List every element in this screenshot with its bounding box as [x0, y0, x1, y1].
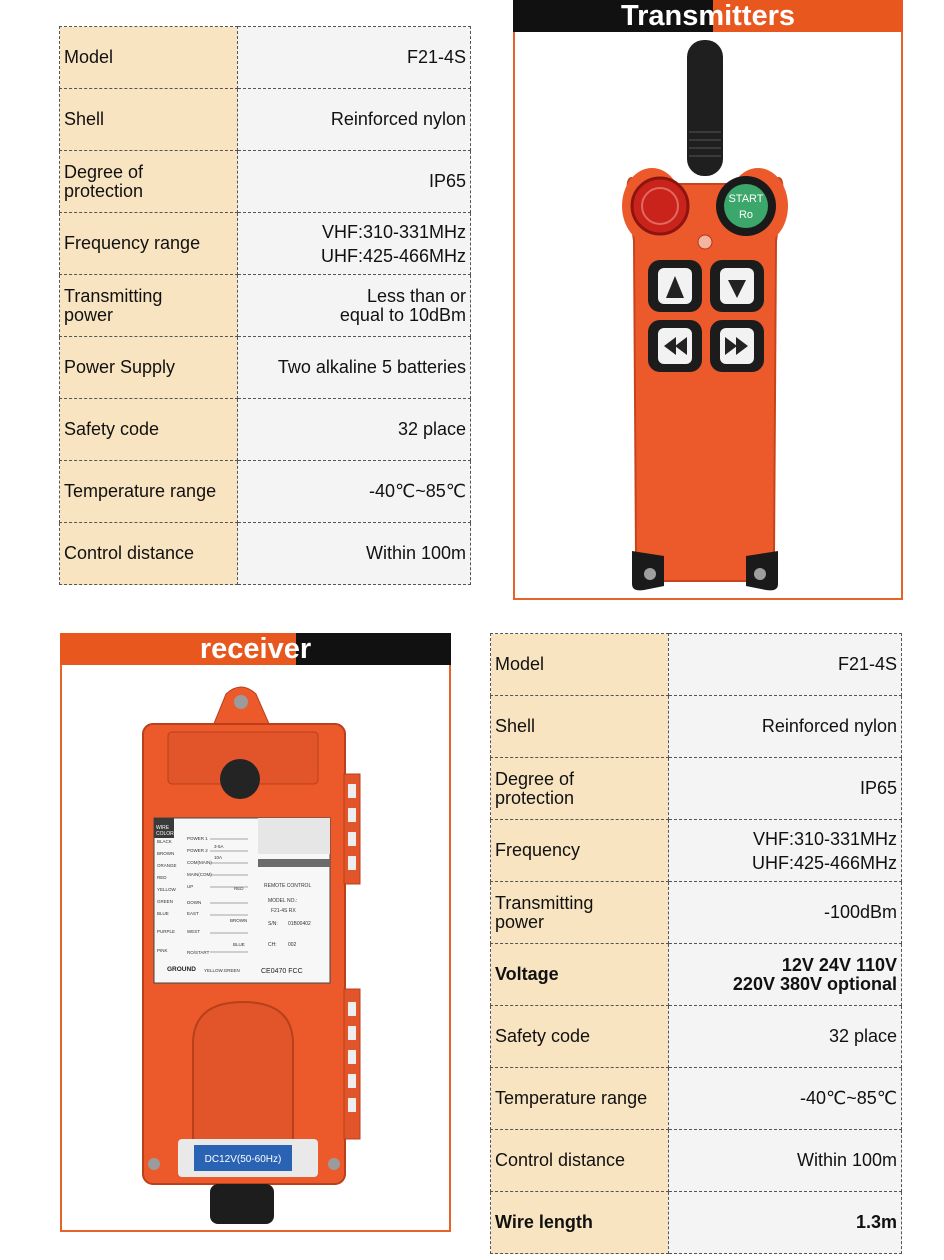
receiver-spec-table	[490, 633, 902, 1254]
spec-label-cell	[491, 696, 669, 758]
spec-label: Shell	[495, 716, 536, 736]
spec-value: 32 place	[397, 419, 466, 439]
spec-value: VHF:310-331MHz UHF:425-466MHz	[320, 221, 466, 266]
model-no-value: F21-4S RX	[271, 908, 296, 914]
spec-value: IP65	[859, 778, 897, 798]
spec-value: 12V 24V 110V 220V 380V optional	[732, 954, 897, 994]
spec-value-cell	[668, 1006, 901, 1068]
spec-label-cell	[491, 882, 669, 944]
spec-value-cell	[237, 89, 470, 151]
spec-row	[491, 1068, 902, 1130]
transmitter-banner	[513, 0, 903, 32]
spec-value-cell	[237, 523, 470, 585]
spec-label: Temperature range	[495, 1088, 648, 1108]
receiver-cover	[193, 1002, 293, 1144]
spec-label-cell	[60, 27, 238, 89]
spec-label: Model	[495, 654, 545, 674]
spec-row	[60, 275, 471, 337]
spec-value-cell	[668, 758, 901, 820]
ground-label: GROUND	[167, 966, 196, 973]
spec-label-cell	[491, 944, 669, 1006]
transmitter-spec-table	[59, 26, 471, 585]
spec-label: Power Supply	[64, 357, 176, 377]
spec-label-cell	[491, 820, 669, 882]
spec-label: Model	[64, 47, 114, 67]
spec-label-cell	[60, 275, 238, 337]
wire-color-label: PURPLE	[157, 929, 176, 934]
spec-row	[60, 461, 471, 523]
spec-label-cell	[60, 399, 238, 461]
spec-value-cell	[668, 1130, 901, 1192]
ch-value: 002	[288, 942, 297, 948]
spec-row	[491, 882, 902, 944]
transmitter-device-image	[600, 36, 810, 596]
spec-label: Safety code	[64, 419, 160, 439]
spec-value-cell	[237, 275, 470, 337]
cable-gland	[210, 1184, 274, 1224]
spec-row	[60, 151, 471, 213]
spec-value: 32 place	[828, 1026, 897, 1046]
spec-row	[60, 399, 471, 461]
spec-label: Degree of protection	[64, 161, 144, 201]
spec-value: 1.3m	[855, 1212, 897, 1232]
spec-value-cell	[237, 337, 470, 399]
receiver-device-image	[138, 684, 378, 1229]
spec-value: Two alkaline 5 batteries	[277, 357, 466, 377]
spec-value: -40℃~85℃	[800, 1088, 897, 1108]
spec-value: Within 100m	[796, 1150, 897, 1170]
emergency-stop-button[interactable]	[632, 178, 688, 234]
spec-label: Wire length	[495, 1212, 593, 1232]
receiver-antenna-cap	[220, 759, 260, 799]
wire-color-label: GREEN	[157, 899, 174, 904]
spec-label-cell	[60, 461, 238, 523]
remote-control-label: REMOTE CONTROL	[264, 883, 312, 889]
spec-row	[491, 758, 902, 820]
blue-wire-label: BLUE	[233, 942, 245, 947]
spec-row	[491, 820, 902, 882]
spec-label: Voltage	[495, 964, 559, 984]
spec-label-cell	[60, 89, 238, 151]
model-no-label: MODEL NO.:	[268, 898, 298, 904]
spec-label-cell	[491, 758, 669, 820]
spec-value-cell	[237, 213, 470, 275]
spec-value-cell	[668, 634, 901, 696]
receiver-banner-title: receiver	[199, 632, 312, 665]
wire-function-label: EAST	[187, 911, 199, 916]
spec-row	[60, 523, 471, 585]
wire-function-label: RO/START	[187, 950, 210, 955]
spec-value-cell	[668, 1068, 901, 1130]
spec-label-cell	[60, 151, 238, 213]
spec-value-cell	[668, 1192, 901, 1254]
spec-value: Within 100m	[365, 543, 466, 563]
wire-color-label: BLUE	[157, 911, 169, 916]
spec-label-cell	[60, 337, 238, 399]
spec-label: Degree of protection	[495, 768, 575, 808]
sn-value: 01B00402	[288, 921, 311, 927]
spec-value: F21-4S	[837, 654, 897, 674]
spec-label: Control distance	[64, 543, 195, 563]
indicator-light	[698, 235, 712, 249]
spec-label: Control distance	[495, 1150, 626, 1170]
screw-icon	[234, 695, 248, 709]
spec-row	[60, 89, 471, 151]
spec-label: Transmitting power	[495, 892, 594, 932]
wire-color-label: BROWN	[157, 851, 175, 856]
spec-value: -100dBm	[823, 902, 897, 922]
spec-value: -40℃~85℃	[369, 481, 466, 501]
spec-row	[491, 1192, 902, 1254]
spec-row	[60, 213, 471, 275]
wire-color-label: RED	[157, 875, 167, 880]
spec-value-cell	[237, 399, 470, 461]
spec-label: Safety code	[495, 1026, 591, 1046]
spec-row	[491, 1130, 902, 1192]
spec-label-cell	[491, 1130, 669, 1192]
spec-label: Temperature range	[64, 481, 217, 501]
spec-value-cell	[668, 696, 901, 758]
spec-value: Reinforced nylon	[330, 109, 466, 129]
wire-function-label: DOWN	[187, 900, 202, 905]
spec-label: Transmitting power	[64, 285, 163, 325]
spec-row	[60, 337, 471, 399]
wire-color-label: ORANGE	[157, 863, 177, 868]
spec-value: VHF:310-331MHz UHF:425-466MHz	[751, 828, 897, 873]
screw-icon	[644, 568, 656, 580]
wire-color-label: BLACK	[157, 839, 172, 844]
spec-label-cell	[491, 634, 669, 696]
wire-function-label: POWER 2	[187, 848, 208, 853]
wire-function-label: MAIN(COM)	[187, 872, 212, 877]
spec-label-cell	[491, 1192, 669, 1254]
spec-value: Reinforced nylon	[761, 716, 897, 736]
spec-label: Frequency range	[64, 233, 201, 253]
spec-value-cell	[237, 151, 470, 213]
wire-color-label: PINK	[157, 948, 168, 953]
voltage-plate-label: DC12V(50-60Hz)	[204, 1154, 282, 1165]
spec-value-cell	[668, 944, 901, 1006]
start-button-sub-label: Ro	[738, 209, 754, 221]
spec-value-cell	[668, 820, 901, 882]
receiver-banner	[60, 633, 451, 665]
spec-row	[491, 634, 902, 696]
spec-label-cell	[491, 1068, 669, 1130]
spec-row	[491, 1006, 902, 1068]
spec-label-cell	[491, 1006, 669, 1068]
screw-icon	[328, 1158, 340, 1170]
spec-value-cell	[237, 27, 470, 89]
spec-value-cell	[668, 882, 901, 944]
spec-value-cell	[237, 461, 470, 523]
wire-function-label: POWER 1	[187, 836, 208, 841]
spec-row	[60, 27, 471, 89]
brown-wire-label: BROWN	[230, 918, 248, 923]
screw-icon	[754, 568, 766, 580]
relay-label: 10A	[214, 855, 223, 860]
transmitter-spec-body	[60, 27, 471, 585]
wire-function-label: UP	[187, 884, 194, 889]
fuse-label: 3-5A	[214, 844, 224, 849]
ch-label: CH:	[268, 942, 277, 948]
certification-label: CE0470 FCC	[261, 968, 303, 975]
spec-label-cell	[60, 213, 238, 275]
spec-value: IP65	[428, 171, 466, 191]
wire-color-header: WIRE COLOR	[156, 825, 174, 837]
wire-color-label: YELLOW	[157, 887, 176, 892]
wire-function-label: COM(MAIN)	[187, 860, 212, 865]
transmitter-banner-title: Transmitters	[620, 0, 796, 32]
wire-function-label: WEST	[187, 929, 200, 934]
receiver-spec-body	[491, 634, 902, 1254]
sn-label: S/N:	[268, 921, 278, 927]
spec-label-cell	[60, 523, 238, 585]
spec-value: Less than or equal to 10dBm	[339, 285, 466, 325]
screw-icon	[148, 1158, 160, 1170]
spec-label: Frequency	[495, 840, 581, 860]
ground-wire-label: YELLOW.GREEN	[204, 968, 240, 973]
spec-label: Shell	[64, 109, 105, 129]
spec-row	[491, 696, 902, 758]
red-wire-label: RED	[234, 886, 244, 891]
spec-value: F21-4S	[406, 47, 466, 67]
start-button-label: START	[728, 193, 764, 205]
spec-row	[491, 944, 902, 1006]
